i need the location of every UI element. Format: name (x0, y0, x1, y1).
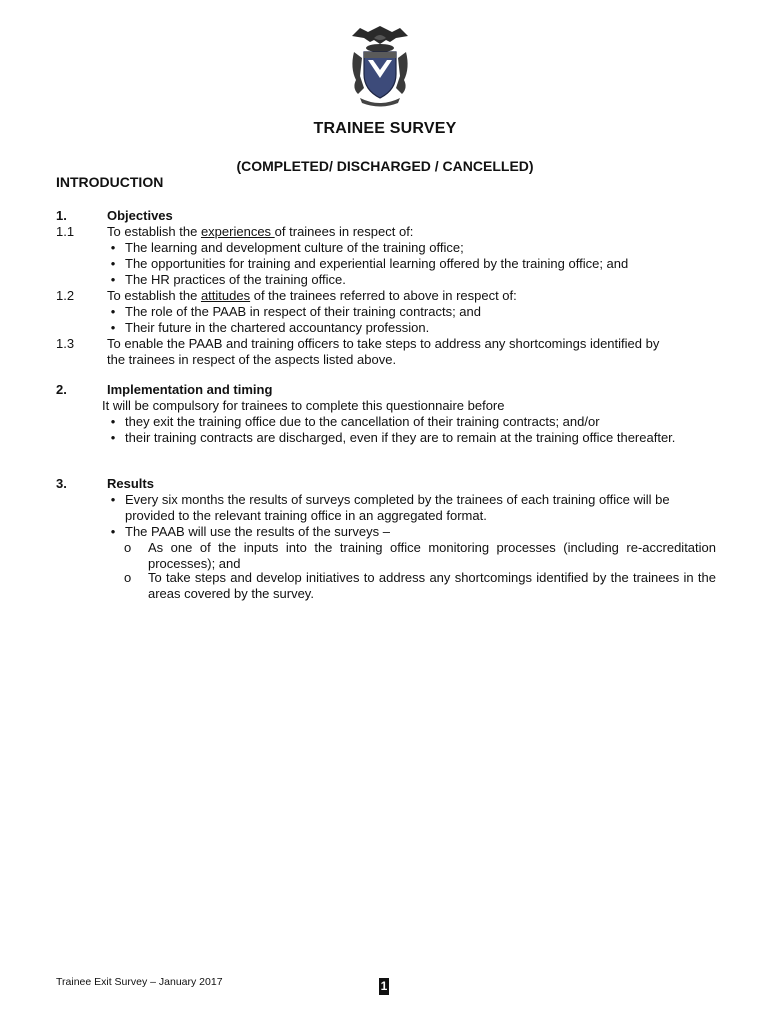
footer-text: Trainee Exit Survey – January 2017 (56, 976, 223, 988)
section-heading: Objectives (107, 208, 173, 223)
item-text-line-2: the trainees in respect of the aspects listed above. (107, 352, 397, 367)
section-intro-text: It will be compulsory for trainees to complete this questionnaire before (102, 398, 505, 413)
section-number: 2. (56, 382, 67, 397)
document-subtitle: (COMPLETED/ DISCHARGED / CANCELLED) (236, 158, 534, 174)
item-number: 1.3 (56, 336, 75, 351)
crest-logo (330, 18, 430, 108)
item-text: To establish the attitudes of the trainees referred to above in respect of: (107, 288, 517, 303)
item-text: To establish the experiences of trainees in respect of: (107, 224, 414, 239)
section-number: 1. (56, 208, 67, 223)
item-text-line-1: To enable the PAAB and training officers to take steps to address any shortcomings identified by (107, 336, 660, 351)
page-number: 1 (380, 979, 388, 993)
section-number: 3. (56, 476, 67, 491)
document-title: TRAINEE SURVEY (313, 120, 457, 137)
item-number: 1.2 (56, 288, 75, 303)
section-heading: Results (107, 476, 154, 491)
introduction-heading: INTRODUCTION (56, 174, 164, 190)
item-number: 1.1 (56, 224, 75, 239)
document-page: TRAINEE SURVEY (COMPLETED/ DISCHARGED / CANCELLED) INTRODUCTION 1. Objectives 1.1 To establish the experiences of trainees in respect of: • The learning and development culture of the training office; • The opportunities for training and experiential learning offered by the training office; and • The HR practices of the training office. 1.2 To establish the attitudes of the trainees referred to above in respect of: • The role of the PAAB in respect of their training contracts; and • Their future in the chartered accountancy profession. 1.3 To enable the PAAB and training officers to take steps to address any shortcomings identified by the trainees in respect of the aspects listed above. 2. Implementation and timing It will be compulsory for trainees to complete this questionnaire before • they exit the training office due to the cancellation of their training contracts; and/or • their training contracts are discharged, even if they are to remain at the training office thereafter. 3. Results • Every six months the results of surveys completed by the trainees of each training office will be provided to the relevant training office in an aggregated format. • The PAAB will use the results of the surveys – o As one of the inputs into the training office monitoring processes (including re-accreditation processes); and o To take steps and develop initiatives to address any shortcomings identified by the trainees in the areas covered by the survey. Trainee Exit Survey – January 2017 1 (0, 0, 770, 1024)
section-heading: Implementation and timing (107, 382, 273, 397)
